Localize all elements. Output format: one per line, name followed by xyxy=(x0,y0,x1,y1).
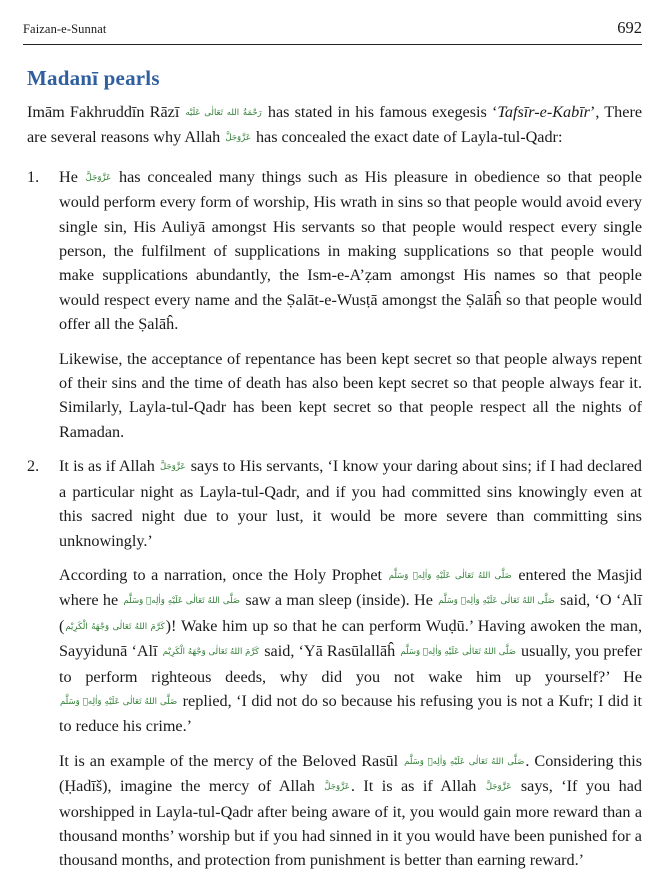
list-item xyxy=(27,165,642,444)
paragraph xyxy=(59,165,642,337)
paragraph xyxy=(59,347,642,445)
text-run: It is an example of the mercy of the Beloved Rasūl xyxy=(59,751,404,770)
text-run: has concealed the exact date of Layla-tul-Qadr: xyxy=(251,128,563,147)
page-content xyxy=(27,66,642,883)
text-run: replied, ‘I did not do so because his refusing you is not a Kufr; I did it to reduce his crime.’ xyxy=(59,691,642,736)
running-header xyxy=(23,18,642,45)
arabic-honorific: عَزَّوَجَلَّ xyxy=(225,133,251,144)
arabic-honorific: صَلَّى اللهُ تَعَالٰى عَلَيْهِ وَاٰلِهٖ وَسَلَّم xyxy=(400,647,516,658)
text-run: Imām Fakhruddīn Rāzī xyxy=(27,103,185,121)
arabic-honorific: عَزَّوَجَلَّ xyxy=(485,782,512,793)
text-run: usually, you prefer to perform righteous deeds, why did you not wake him up yourself?’ He xyxy=(59,642,642,686)
page-number: 692 xyxy=(617,18,642,37)
text-run: says, ‘If you had worshipped in Layla-tul-Qadr after being aware of it, you would gain more reward than a thousand months’ worship but if you had sinned in it you would have been punished for a thousand months, and protection from punishment is better than earning reward.’ xyxy=(59,777,642,870)
arabic-honorific: رَحْمَةُ الله تَعَالٰی عَلَيْه xyxy=(185,108,262,118)
italic-title: Tafsīr-e-Kabīr xyxy=(497,103,590,121)
paragraph xyxy=(59,563,642,739)
arabic-honorific: صَلَّى اللهُ تَعَالٰى عَلَيْهِ وَاٰلِهٖ وَسَلَّم xyxy=(60,696,178,707)
text-run: ’, There are several reasons why Allah xyxy=(27,103,643,147)
text-run: According to a narration, once the Holy Prophet xyxy=(59,565,388,584)
list-item-body xyxy=(59,165,642,444)
arabic-honorific: صَلَّى اللهُ تَعَالٰى عَلَيْهِ وَاٰلِهٖ وَسَلَّم xyxy=(438,596,555,607)
text-run: entered the Masjid where he xyxy=(59,565,643,610)
arabic-honorific: صَلَّى اللهُ تَعَالٰى عَلَيْهِ وَاٰلِهٖ وَسَلَّم xyxy=(404,756,525,767)
text-run: has concealed many things such as His pleasure in obedience so that people would perform every form of worship, His wrath in sins so that people would avoid every single sin, His Auliyā amongst His servants so that people would respect every single person, the fulfilment of supplications in making supplications so that people would make supplications abundantly, the Ism-e-A’ẓam amongst His names so that people would respect every name and the Ṣalāt-e-Wusṭā amongst the Ṣalāĥ so that people would offer all the Ṣalāĥ. xyxy=(59,167,642,334)
list-item xyxy=(27,454,642,873)
section-heading: Madanī pearls xyxy=(27,66,160,90)
arabic-honorific: كَرَّمَ اللهُ تَعَالٰى وَجْهَهُ الْكَرِيْم xyxy=(162,647,260,658)
text-run: has stated in his famous exegesis ‘ xyxy=(262,103,498,121)
arabic-honorific: صَلَّى اللهُ تَعَالٰى عَلَيْهِ وَاٰلِهٖ وَسَلَّم xyxy=(123,596,241,607)
paragraph xyxy=(59,749,642,873)
numbered-list xyxy=(27,165,642,873)
arabic-honorific: كَرَّمَ اللهُ تَعَالٰى وَجْهَهُ الْكَرِيْم xyxy=(65,621,165,632)
book-title: Faizan-e-Sunnat xyxy=(23,22,107,36)
text-run: It is as if Allah xyxy=(59,457,160,476)
text-run: said, ‘O ‘Alī ( xyxy=(59,591,643,635)
arabic-honorific: عَزَّوَجَلَّ xyxy=(324,782,350,793)
list-item-body xyxy=(59,454,642,873)
intro-paragraph xyxy=(27,100,642,151)
text-run: . It is as if Allah xyxy=(350,777,485,796)
arabic-honorific: صَلَّى اللهُ تَعَالٰى عَلَيْهِ وَاٰلِهٖ وَسَلَّم xyxy=(388,570,512,581)
paragraph xyxy=(59,454,642,553)
arabic-honorific: عَزَّوَجَلَّ xyxy=(160,462,186,473)
arabic-honorific: عَزَّوَجَلَّ xyxy=(85,172,112,183)
text-run: said, ‘Yā Rasūlallāĥ xyxy=(260,642,400,661)
list-item-number: 1. xyxy=(27,167,40,186)
text-run: He xyxy=(59,167,85,186)
text-run: says to His servants, ‘I know your daring about sins; if I had declared a particular night as Layla-tul-Qadr, and if you had committed sins knowingly even at this sacred night due to your lust, it would be more severe than committing sins unknowingly.’ xyxy=(59,457,642,550)
text-run: Likewise, the acceptance of repentance has been kept secret so that people always repent of their sins and the time of death has also been kept secret so that people always fear it. Similarly, Layla-tul-Qadr has been kept secret so that people respect all the nights of Ramadan. xyxy=(59,349,642,441)
text-run: . Considering this (Ḥadīš), imagine the mercy of Allah xyxy=(59,751,642,796)
text-run: saw a man sleep (inside). He xyxy=(241,591,438,610)
list-item-number: 2. xyxy=(27,457,40,476)
text-run: )! Wake him up so that he can perform Wuḍū.’ Having awoken the man, Sayyidunā ‘Alī xyxy=(59,616,642,661)
